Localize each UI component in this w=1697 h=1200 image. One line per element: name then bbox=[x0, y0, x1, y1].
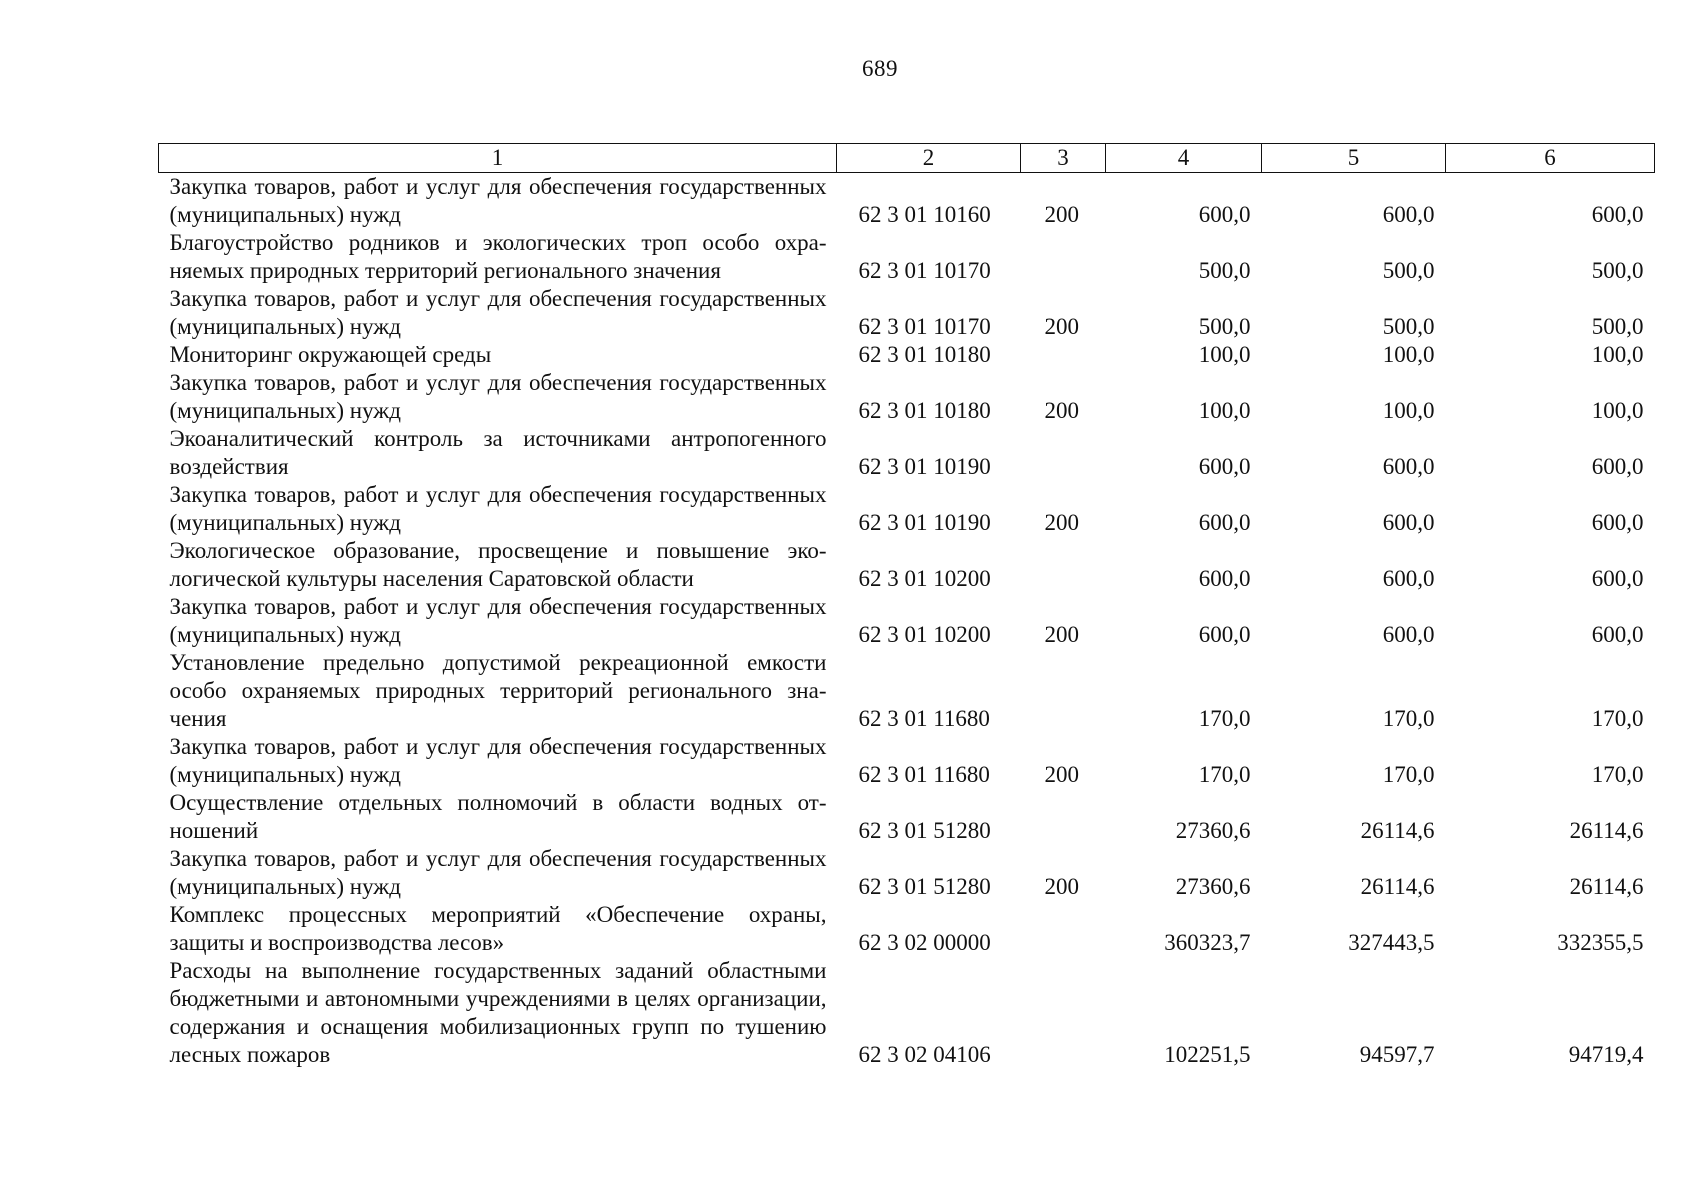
table-row bbox=[159, 593, 1655, 649]
row-name: Мониторинг окружающей среды bbox=[169, 342, 492, 367]
row-value-col4: 360323,7 bbox=[1164, 930, 1251, 955]
table-row bbox=[159, 369, 1655, 425]
row-value-col5: 600,0 bbox=[1382, 454, 1435, 479]
row-name: Закупка товаров, работ и услуг для обеспечения государственных (муниципальных) нужд bbox=[169, 174, 827, 227]
row-code: 62 3 01 10190 bbox=[858, 454, 991, 479]
table-row bbox=[159, 957, 1655, 1069]
row-code: 62 3 01 10190 bbox=[858, 510, 991, 535]
row-value-col6: 500,0 bbox=[1591, 258, 1644, 283]
row-name: Экологическое образование, просвещение и повышение экологической культуры населения Саратовской области bbox=[169, 538, 827, 591]
table-row bbox=[159, 845, 1655, 901]
column-header-6: 6 bbox=[1446, 144, 1655, 173]
row-value-col4: 100,0 bbox=[1198, 398, 1251, 423]
table-row bbox=[159, 789, 1655, 845]
header-row bbox=[159, 144, 1655, 173]
row-value-col6: 600,0 bbox=[1591, 566, 1644, 591]
row-value-col6: 26114,6 bbox=[1569, 874, 1644, 899]
row-value-col4: 100,0 bbox=[1198, 342, 1251, 367]
row-value-col4: 27360,6 bbox=[1175, 818, 1251, 843]
row-code: 62 3 01 10200 bbox=[858, 566, 991, 591]
row-name: Экоаналитический контроль за источниками антропогенного воздействия bbox=[169, 426, 827, 479]
table-row bbox=[159, 285, 1655, 341]
table-row bbox=[159, 901, 1655, 957]
row-name: Расходы на выполнение государственных заданий областными бюджетными и автономными учреждениями в целях организации, содержания и оснащения мобилизационных групп по тушению лесных пожаров bbox=[169, 958, 827, 1067]
row-value-col4: 600,0 bbox=[1198, 622, 1251, 647]
row-value-col4: 600,0 bbox=[1198, 566, 1251, 591]
row-code: 62 3 02 00000 bbox=[858, 930, 991, 955]
row-expense-type bbox=[1021, 789, 1106, 845]
table-row bbox=[159, 425, 1655, 481]
row-value-col6: 170,0 bbox=[1591, 706, 1644, 731]
row-value-col5: 500,0 bbox=[1382, 314, 1435, 339]
row-name: Закупка товаров, работ и услуг для обеспечения государственных (муниципальных) нужд bbox=[169, 286, 827, 339]
row-value-col4: 600,0 bbox=[1198, 202, 1251, 227]
row-value-col6: 600,0 bbox=[1591, 454, 1644, 479]
row-code: 62 3 01 51280 bbox=[858, 818, 991, 843]
table-row bbox=[159, 481, 1655, 537]
row-name: Осуществление отдельных полномочий в области водных отношений bbox=[169, 790, 827, 843]
table-row bbox=[159, 649, 1655, 733]
row-value-col5: 100,0 bbox=[1382, 342, 1435, 367]
row-expense-type: 200 bbox=[1044, 762, 1079, 787]
row-expense-type bbox=[1021, 229, 1106, 285]
row-expense-type bbox=[1021, 901, 1106, 957]
row-value-col5: 170,0 bbox=[1382, 762, 1435, 787]
row-expense-type: 200 bbox=[1044, 874, 1079, 899]
row-value-col5: 600,0 bbox=[1382, 622, 1435, 647]
row-code: 62 3 01 10180 bbox=[858, 398, 991, 423]
row-name: Установление предельно допустимой рекреационной емкости особо охраняемых природных территорий регионального значения bbox=[169, 650, 827, 731]
row-value-col6: 94719,4 bbox=[1568, 1042, 1644, 1067]
row-expense-type bbox=[1021, 425, 1106, 481]
row-value-col5: 600,0 bbox=[1382, 510, 1435, 535]
column-header-1: 1 bbox=[159, 144, 837, 173]
row-value-col4: 170,0 bbox=[1198, 762, 1251, 787]
row-value-col6: 100,0 bbox=[1591, 398, 1644, 423]
row-value-col4: 27360,6 bbox=[1175, 874, 1251, 899]
row-value-col5: 600,0 bbox=[1382, 202, 1435, 227]
row-value-col6: 332355,5 bbox=[1557, 930, 1644, 955]
row-code: 62 3 01 51280 bbox=[858, 874, 991, 899]
table-row bbox=[159, 173, 1655, 230]
row-value-col5: 26114,6 bbox=[1360, 818, 1435, 843]
row-code: 62 3 01 10180 bbox=[858, 342, 991, 367]
row-expense-type: 200 bbox=[1044, 510, 1079, 535]
row-expense-type bbox=[1021, 649, 1106, 733]
row-value-col5: 94597,7 bbox=[1359, 1042, 1435, 1067]
row-value-col4: 102251,5 bbox=[1164, 1042, 1251, 1067]
row-value-col5: 500,0 bbox=[1382, 258, 1435, 283]
row-value-col5: 170,0 bbox=[1382, 706, 1435, 731]
column-header-4: 4 bbox=[1106, 144, 1262, 173]
row-value-col6: 600,0 bbox=[1591, 202, 1644, 227]
row-code: 62 3 01 11680 bbox=[858, 762, 990, 787]
row-name: Закупка товаров, работ и услуг для обеспечения государственных (муниципальных) нужд bbox=[169, 846, 827, 899]
row-name: Благоустройство родников и экологических троп особо охраняемых природных территорий регионального значения bbox=[169, 230, 827, 283]
row-value-col4: 600,0 bbox=[1198, 510, 1251, 535]
table-body bbox=[159, 173, 1655, 1070]
row-expense-type bbox=[1021, 537, 1106, 593]
column-header-2: 2 bbox=[837, 144, 1021, 173]
row-expense-type: 200 bbox=[1044, 314, 1079, 339]
row-code: 62 3 01 10200 bbox=[858, 622, 991, 647]
row-value-col5: 26114,6 bbox=[1360, 874, 1435, 899]
row-name: Закупка товаров, работ и услуг для обеспечения государственных (муниципальных) нужд bbox=[169, 594, 827, 647]
column-header-5: 5 bbox=[1262, 144, 1446, 173]
column-header-3: 3 bbox=[1021, 144, 1106, 173]
row-value-col4: 170,0 bbox=[1198, 706, 1251, 731]
row-value-col6: 600,0 bbox=[1591, 510, 1644, 535]
budget-table bbox=[158, 143, 1655, 1069]
row-code: 62 3 01 11680 bbox=[858, 706, 990, 731]
row-value-col4: 500,0 bbox=[1198, 258, 1251, 283]
row-value-col5: 600,0 bbox=[1382, 566, 1435, 591]
row-expense-type: 200 bbox=[1044, 398, 1079, 423]
table-header bbox=[159, 144, 1655, 173]
row-name: Закупка товаров, работ и услуг для обеспечения государственных (муниципальных) нужд bbox=[169, 734, 827, 787]
row-expense-type: 200 bbox=[1044, 202, 1079, 227]
row-value-col4: 600,0 bbox=[1198, 454, 1251, 479]
table-row bbox=[159, 341, 1655, 369]
table-row bbox=[159, 537, 1655, 593]
row-code: 62 3 01 10170 bbox=[858, 258, 991, 283]
row-code: 62 3 02 04106 bbox=[858, 1042, 991, 1067]
page-number: 689 bbox=[862, 56, 898, 81]
row-expense-type bbox=[1021, 341, 1106, 369]
row-name: Закупка товаров, работ и услуг для обеспечения государственных (муниципальных) нужд bbox=[169, 482, 827, 535]
table-row bbox=[159, 229, 1655, 285]
row-value-col6: 26114,6 bbox=[1569, 818, 1644, 843]
row-value-col6: 600,0 bbox=[1591, 622, 1644, 647]
table-row bbox=[159, 733, 1655, 789]
row-value-col5: 327443,5 bbox=[1348, 930, 1435, 955]
row-value-col5: 100,0 bbox=[1382, 398, 1435, 423]
row-name: Комплекс процессных мероприятий «Обеспечение охраны, защиты и воспроизводства лесов» bbox=[169, 902, 827, 955]
row-name: Закупка товаров, работ и услуг для обеспечения государственных (муниципальных) нужд bbox=[169, 370, 827, 423]
row-code: 62 3 01 10160 bbox=[858, 202, 991, 227]
row-expense-type bbox=[1021, 957, 1106, 1069]
row-value-col6: 100,0 bbox=[1591, 342, 1644, 367]
row-value-col4: 500,0 bbox=[1198, 314, 1251, 339]
row-expense-type: 200 bbox=[1044, 622, 1079, 647]
row-code: 62 3 01 10170 bbox=[858, 314, 991, 339]
row-value-col6: 500,0 bbox=[1591, 314, 1644, 339]
row-value-col6: 170,0 bbox=[1591, 762, 1644, 787]
